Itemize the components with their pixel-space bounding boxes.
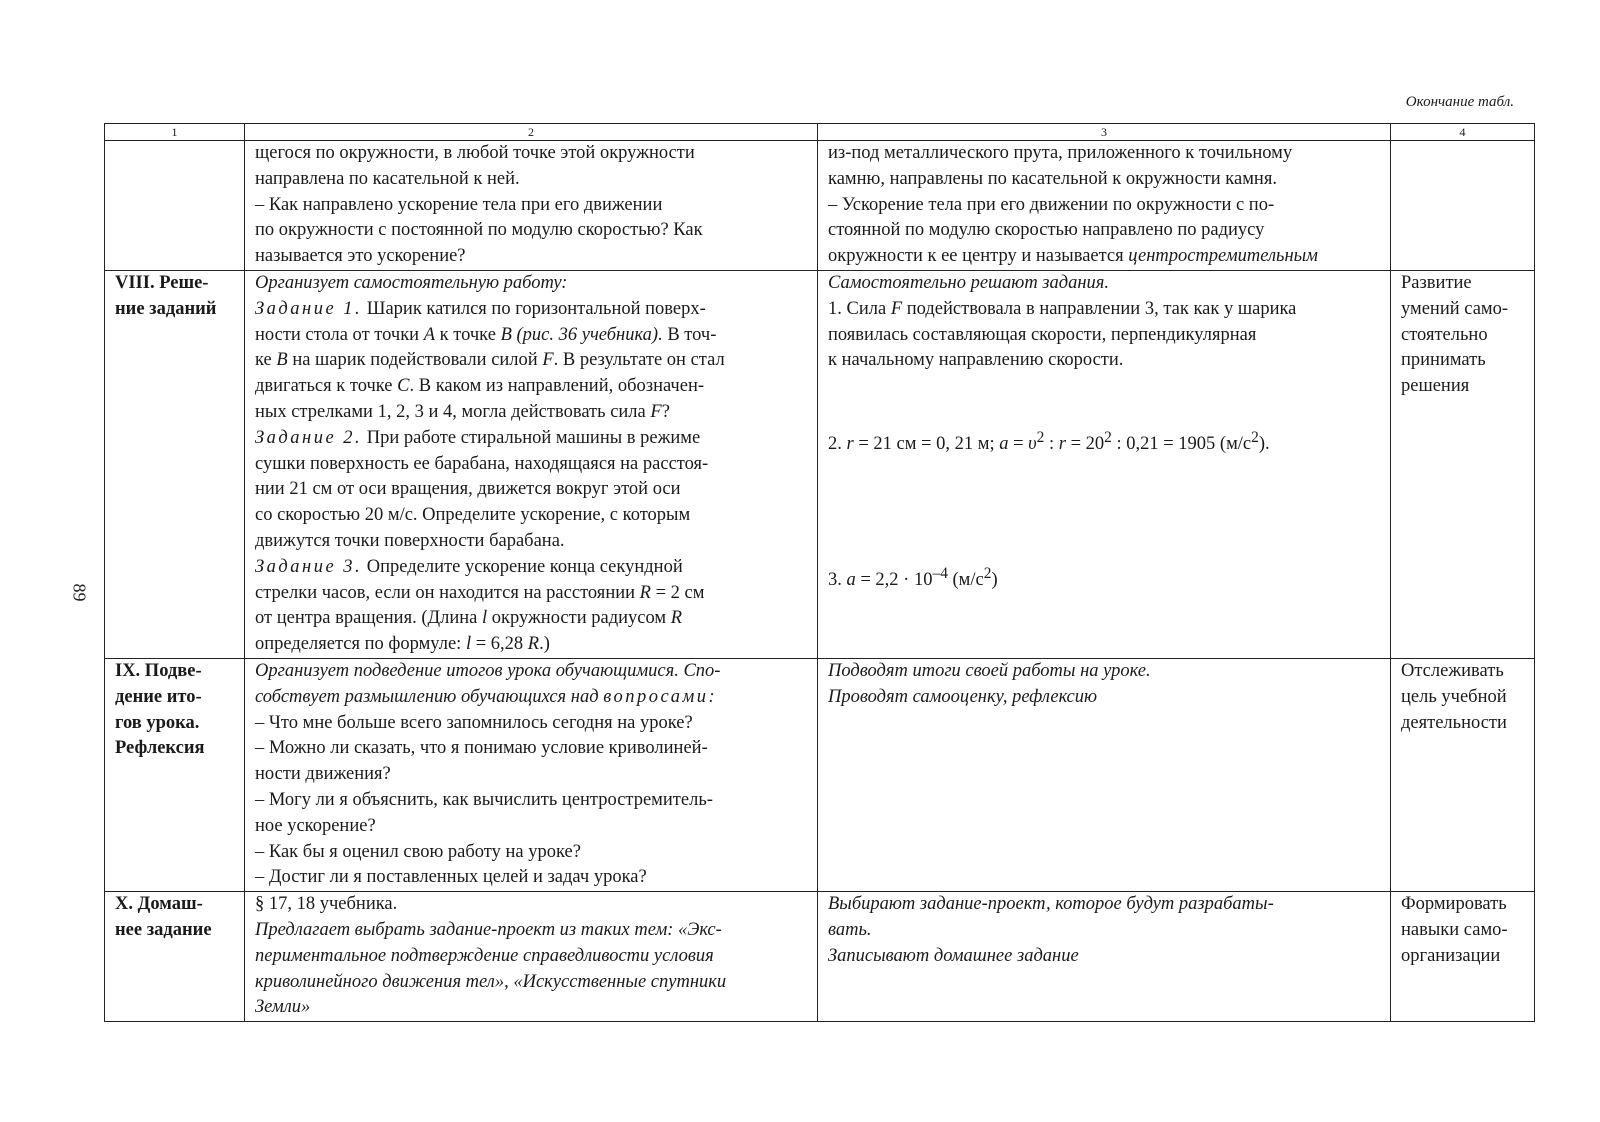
text-line: стоянной по модулю скоростью направлено по радиусу <box>828 220 1265 241</box>
exponent: 2 <box>1104 429 1112 447</box>
task-label: Задание 1. <box>255 298 363 319</box>
text-fragment: = 21 см = 0, 21 м; <box>853 434 1000 455</box>
text-line: Подводят итоги своей работы на уроке. <box>828 660 1151 681</box>
text-fragment: = <box>1008 434 1029 455</box>
text-line: § 17, 18 учебника. <box>255 894 398 915</box>
text-fragment: стрелки часов, если он находится на расстоянии <box>255 582 640 603</box>
text-line: Организует подведение итогов урока обучающимися. Спо- <box>255 660 721 681</box>
stage-title: дение ито- <box>115 686 202 707</box>
teacher-activity-cell <box>245 270 818 658</box>
text-line: из-под металлического прута, приложенного к точильному <box>828 143 1293 163</box>
text-fragment: собствует размышлению обучающихся над <box>255 686 604 707</box>
text-fragment: .) <box>539 634 550 655</box>
text-line: криволинейного движения тел», «Искусственные спутники <box>255 971 727 992</box>
text-line <box>255 581 809 607</box>
text-line <box>255 297 809 323</box>
text-fragment: 3. <box>828 570 847 591</box>
question-line: – Могу ли я объяснить, как вычислить центростремитель- <box>255 789 713 810</box>
exponent: –4 <box>932 565 948 583</box>
table-row <box>105 270 1535 658</box>
text-line: сушки поверхность ее барабана, находящаяся на расстоя- <box>255 453 709 474</box>
page-number: 89 <box>69 583 90 602</box>
text-fragment: ? <box>661 401 670 422</box>
text-fragment: В точ- <box>662 324 717 345</box>
variable: A <box>423 324 436 345</box>
text-line <box>255 374 809 400</box>
text-fragment: окружности к ее центру и называется <box>828 246 1129 267</box>
text-fragment: ). <box>1258 434 1270 455</box>
text-line: – Ускорение тела при его движении по окружности с по- <box>828 194 1275 215</box>
text-line: Выбирают задание-проект, которое будут разрабаты- <box>828 894 1274 915</box>
text-line <box>255 606 809 632</box>
text-line: стоятельно <box>1401 324 1488 345</box>
text-fragment: = 20 <box>1065 434 1105 455</box>
text-fragment: ) <box>991 570 998 591</box>
text-fragment: ности стола от точки <box>255 324 424 345</box>
stage-cell <box>105 892 245 1022</box>
text-line: со скоростью 20 м/с. Определите ускорение, с которым <box>255 505 691 526</box>
column-header: 4 <box>1391 124 1535 141</box>
text-fragment: Шарик катился по горизонтальной поверх- <box>362 298 706 319</box>
column-header: 1 <box>105 124 245 141</box>
question-line: ное ускорение? <box>255 815 376 836</box>
text-line: принимать <box>1401 350 1486 371</box>
outcome-cell <box>1391 658 1535 891</box>
text-fragment: окружности радиусом <box>487 608 671 629</box>
stage-cell <box>105 141 245 271</box>
text-line <box>828 297 1382 323</box>
text-line <box>255 632 809 658</box>
text-line: Земли» <box>255 997 311 1018</box>
question-line: – Достиг ли я поставленных целей и задач урока? <box>255 867 647 888</box>
exponent: 2 <box>1251 429 1259 447</box>
text-line <box>255 323 809 349</box>
text-line: Самостоятельно решают задания. <box>828 272 1110 293</box>
text-fragment: (м/с <box>947 570 984 591</box>
stage-title: гов урока. <box>115 712 200 733</box>
teacher-activity-cell <box>245 658 818 891</box>
variable: a <box>999 434 1009 455</box>
text-fragment: = 2 см <box>650 582 705 603</box>
text-line: Предлагает выбрать задание-проект из таких тем: «Экс- <box>255 919 722 940</box>
text-fragment: подействовала в направлении 3, так как у шарика <box>902 298 1297 319</box>
header-row <box>105 124 1535 141</box>
text-fragment: = 2,2 · 10 <box>855 570 933 591</box>
stage-title: IX. Подве- <box>115 660 202 681</box>
spaced-word: вопросами: <box>603 686 718 707</box>
text-line <box>255 685 809 711</box>
variable: B <box>276 350 288 371</box>
answer-2 <box>828 425 1382 458</box>
text-line: Развитие <box>1401 272 1472 293</box>
text-line: Формировать <box>1401 894 1507 915</box>
text-fragment: двигаться к точке <box>255 376 398 397</box>
text-line: нии 21 см от оси вращения, движется вокруг этой оси <box>255 479 681 500</box>
variable: l <box>482 608 488 629</box>
stage-cell <box>105 658 245 891</box>
term: центростремительным <box>1128 246 1318 267</box>
task-label: Задание 3. <box>255 556 363 577</box>
text-line: решения <box>1401 376 1470 397</box>
student-activity-cell <box>818 270 1391 658</box>
text-fragment: от центра вращения. (Длина <box>255 608 482 629</box>
text-line: движутся точки поверхности барабана. <box>255 530 565 551</box>
text-line <box>828 244 1382 270</box>
student-activity-cell <box>818 141 1391 271</box>
text-line: цель учебной <box>1401 686 1507 707</box>
exponent: 2 <box>1036 429 1045 447</box>
stage-cell <box>105 270 245 658</box>
text-fragment: Определите ускорение конца секундной <box>362 556 683 577</box>
text-line: Организует самостоятельную работу: <box>255 272 568 293</box>
text-line: вать. <box>828 919 872 940</box>
table-row <box>105 658 1535 891</box>
text-line: называется это ускорение? <box>255 246 466 267</box>
text-fragment: : 0,21 = 1905 (м/с <box>1111 434 1252 455</box>
question-line: – Что мне больше всего запомнилось сегодня на уроке? <box>255 712 693 733</box>
variable: r <box>846 434 854 455</box>
stage-title: Рефлексия <box>115 738 205 759</box>
variable: B <box>500 324 512 345</box>
stage-title: X. Домаш- <box>115 894 203 915</box>
answer-3 <box>828 561 1382 594</box>
text-fragment: к точке <box>435 324 501 345</box>
text-line <box>255 348 809 374</box>
text-line: навыки само- <box>1401 919 1508 940</box>
column-header: 3 <box>818 124 1391 141</box>
table-row <box>105 892 1535 1022</box>
outcome-cell <box>1391 270 1535 658</box>
text-line: – Как направлено ускорение тела при его движении <box>255 194 663 215</box>
text-fragment: . В каком из направлений, обозначен- <box>409 376 705 397</box>
exponent: 2 <box>983 565 992 583</box>
text-fragment: (рис. 36 учебника). <box>511 324 663 345</box>
text-line <box>255 555 809 581</box>
text-fragment: При работе стиральной машины в режиме <box>362 427 701 448</box>
text-line: направлена по касательной к ней. <box>255 168 520 189</box>
text-line: периментальное подтверждение справедливости условия <box>255 945 714 966</box>
text-line: организации <box>1401 945 1501 966</box>
teacher-activity-cell <box>245 892 818 1022</box>
spacer <box>828 458 1382 561</box>
variable: r <box>1058 434 1066 455</box>
variable: R <box>639 582 651 603</box>
text-fragment: 1. Сила <box>828 298 891 319</box>
text-fragment: : <box>1044 434 1059 455</box>
text-line: Отслеживать <box>1401 660 1504 681</box>
text-line <box>255 400 809 426</box>
text-line: по окружности с постоянной по модулю скоростью? Как <box>255 220 703 241</box>
text-fragment: 2. <box>828 434 847 455</box>
variable: l <box>465 634 472 655</box>
variable: R <box>527 634 540 655</box>
variable: R <box>670 608 683 629</box>
variable: C <box>397 376 410 397</box>
variable: F <box>542 350 554 371</box>
stage-title: ние заданий <box>115 298 217 319</box>
spacer <box>828 374 1382 425</box>
lesson-table <box>104 123 1535 1022</box>
text-line: умений само- <box>1401 298 1509 319</box>
question-line: – Можно ли сказать, что я понимаю условие криволиней- <box>255 738 708 759</box>
variable: F <box>650 401 662 422</box>
task-label: Задание 2. <box>255 427 363 448</box>
column-header: 2 <box>245 124 818 141</box>
teacher-activity-cell <box>245 141 818 271</box>
question-line: – Как бы я оценил свою работу на уроке? <box>255 841 581 862</box>
table-row <box>105 141 1535 271</box>
student-activity-cell <box>818 892 1391 1022</box>
table-caption: Окончание табл. <box>1405 94 1514 110</box>
text-fragment: . В результате он стал <box>553 350 725 371</box>
text-line: Записывают домашнее задание <box>828 945 1079 966</box>
question-line: ности движения? <box>255 764 391 785</box>
stage-title: VIII. Реше- <box>115 272 209 293</box>
variable: υ <box>1028 434 1037 455</box>
text-line: появилась составляющая скорости, перпендикулярная <box>828 324 1257 345</box>
text-fragment: определяется по формуле: <box>255 634 466 655</box>
variable: a <box>846 570 856 591</box>
text-line: щегося по окружности, в любой точке этой окружности <box>255 143 695 163</box>
text-line: деятельности <box>1401 712 1507 733</box>
text-fragment: ных стрелками 1, 2, 3 и 4, могла действовать сила <box>255 401 651 422</box>
stage-title: нее задание <box>115 919 212 940</box>
outcome-cell <box>1391 892 1535 1022</box>
outcome-cell <box>1391 141 1535 271</box>
text-line: к начальному направлению скорости. <box>828 350 1124 371</box>
variable: F <box>890 298 903 319</box>
text-line: камню, направлены по касательной к окружности камня. <box>828 168 1277 189</box>
text-line <box>255 426 809 452</box>
text-fragment: на шарик подействовали силой <box>287 350 543 371</box>
text-fragment: = 6,28 <box>471 634 528 655</box>
text-line: Проводят самооценку, рефлексию <box>828 686 1098 707</box>
student-activity-cell <box>818 658 1391 891</box>
text-fragment: ке <box>255 350 277 371</box>
